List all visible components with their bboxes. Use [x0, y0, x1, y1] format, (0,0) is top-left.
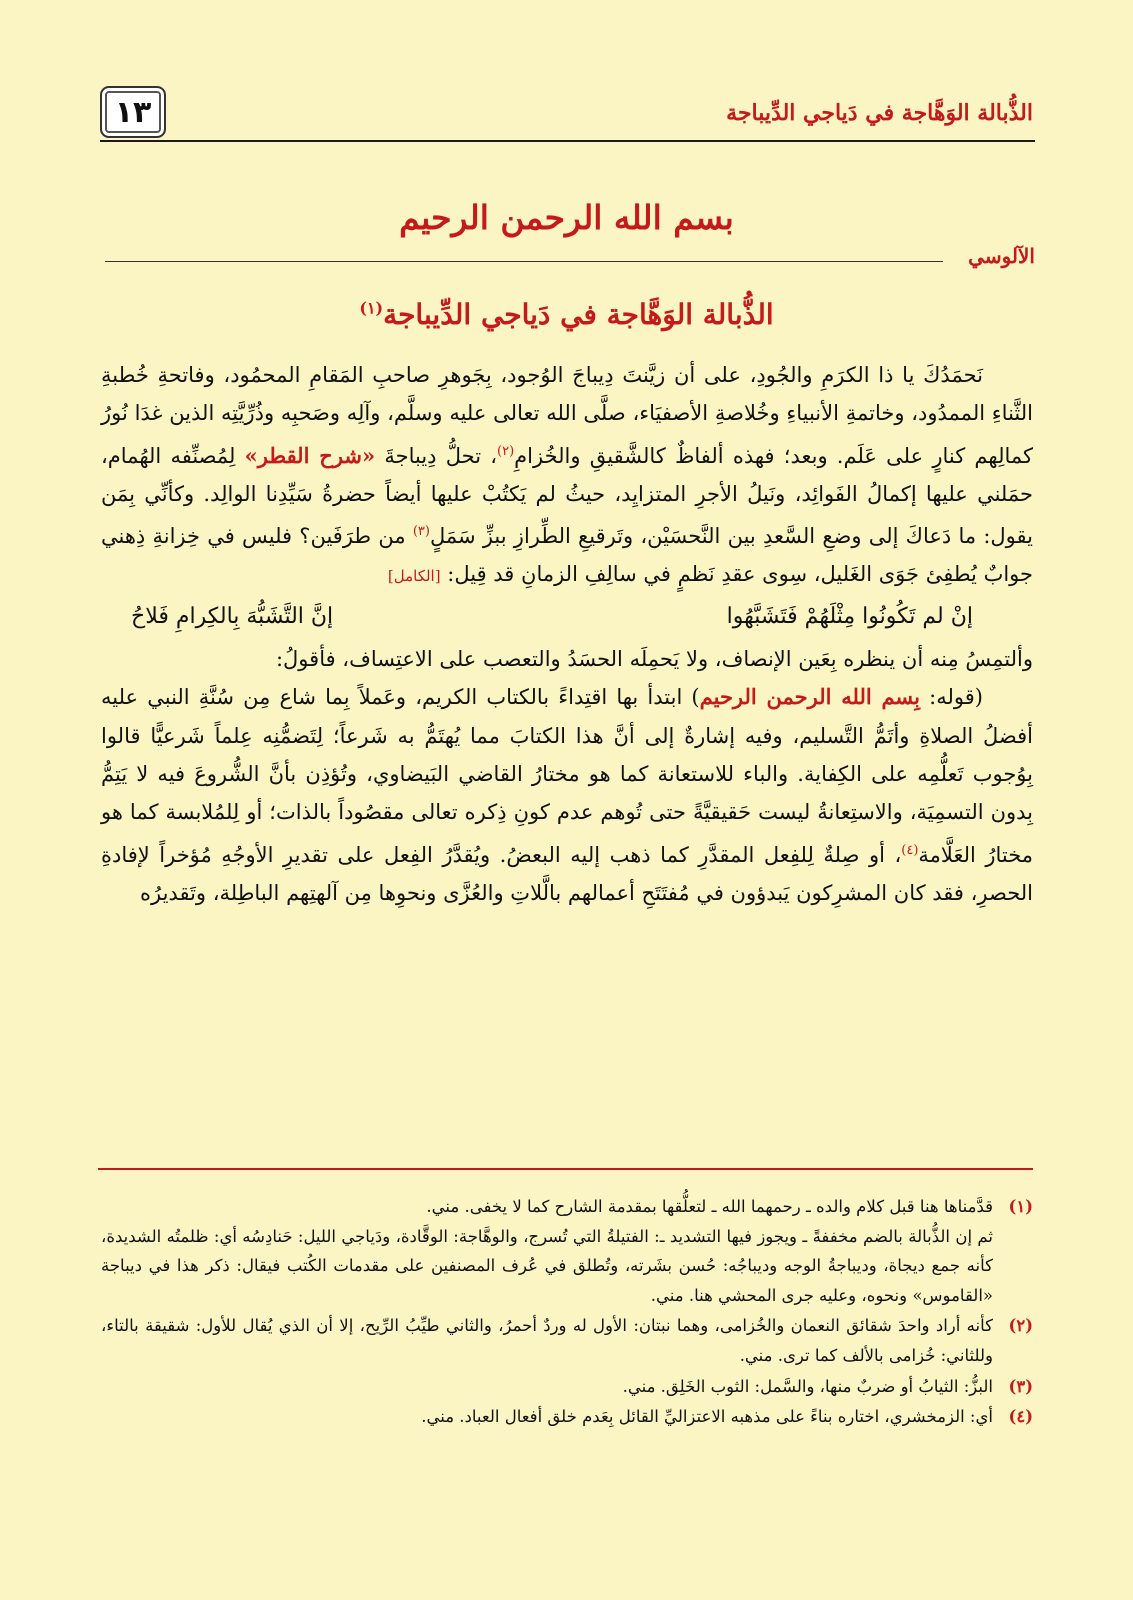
footnote-divider: [98, 1168, 1033, 1170]
footnotes: [101, 1192, 1033, 1433]
book-title-text: الذُّبالة الوَهَّاجة في دَياجي الدِّيباجة: [383, 298, 774, 331]
meter-label: [الكامل]: [387, 567, 441, 586]
verse-first-hemistich: إنْ لم تَكُونُوا مِثْلَهُمْ فَتَشَبَّهُوا: [726, 603, 973, 629]
footnote-ref-3[interactable]: (٣): [412, 524, 430, 540]
footnote-ref-2[interactable]: (٢): [497, 443, 515, 459]
footnote-number: (٢): [1008, 1316, 1033, 1336]
intro-part-a: نَحمَدُكَ يا ذا الكرَمِ والجُودِ، على أن زيَّنتَ دِيباجَ الوُجود، بِجَوهرِ صاحبِ المَقامِ المحمُود، وفاتحةِ خُطبةِ الثَّناءِ الممدُود، وخاتمةِ الأنبياءِ وخُلاصةِ الأصفيَاء، صلَّى الله تعالى عليه وسلَّم، وآلِه وصَحبِه وذُرِّيَّتِه الذين غدَا نُورُ كمالِهم كنارٍ على عَلَم. وبعد؛ فهذه ألفاظٌ كالشَّقيقِ والخُزامِ: [101, 363, 1034, 468]
paragraph-commentary: [101, 678, 1033, 912]
main-text: [101, 356, 1033, 912]
paragraph-request: وألتمِسُ مِنه أن ينظره بِعَين الإنصاف، ولا يَحمِلَه الحسَدُ والتعصب على الاعتِساف، فأقولُ:: [275, 647, 1033, 672]
footnote-number: (٣): [1008, 1376, 1033, 1396]
commentary-quote: بِسم الله الرحمن الرحيم: [699, 684, 921, 710]
intro-part-c: لِمُصنِّفه الهُمام، حمَلني عليها إكمالُ الفَوائِد، ونَيلُ الأجرِ المتزايِد، حيثُ لم يَكتُبْ عليها أيضاً حضرةُ سَيِّدِنا الوالِد. وكأنِّي بِمَن يقول: ما دَعاكَ إلى وضعِ السَّعدِ بين النَّحسَيْن، وتَرقيعِ الطِّرازِ ببزِّ سَمَلٍ: [101, 443, 1033, 549]
footnote-ref-4[interactable]: (٤): [901, 842, 919, 858]
footnote-number: (١): [1008, 1197, 1033, 1216]
poem-verse: [101, 596, 1033, 640]
verse-second-hemistich: إنَّ التَّشَبُّهَ بِالكِرامِ فَلاحُ: [131, 603, 334, 629]
footnote-line: ثم إن الذُّبالة بالضم مخففةً ـ ويجوز فيها التشديد ـ: الفتيلةُ التي تُسرج، والوهَّاجة: الوقَّادة، ودَياجي الليل: حَنادِسُه أي: ظلمتُه الشديدة، كأنه جمع ديجاة، وديباجةُ الوجه وديباجُه: حُسن بشَرته، وتُطلق في عُرف المصنفين على مقدمات الكُتب فيقال: ذكر هذا في ديباجة «القاموس» ونحوه، وعليه جرى المحشي هنا. مني.: [101, 1226, 993, 1305]
commentary-part-b: ) ابتدأ بها اقتِداءً بالكتاب الكريم، وعَملاً بِما شاع مِن سُنَّةِ النبي عليه أفضلُ الصلاةِ وأتَمُّ التَّسليم، وفيه إشارةٌ إلى أنَّ هذا الكتابَ مما يُهتَمُّ به شَرعاً؛ لِتَضمُّنِه عِلماً شَرعيًّا قالوا بِوُجوب تَعلُّمِه على الكِفاية. والباء للاستعانة كما هو مختارُ القاضي البَيضاوي، وتُؤذِن بأنَّ الشُّروعَ فيه لا يَتِمُّ بِدون التسمِيَة، والاستِعانةُ ليست حَقيقيَّةً حتى تُوهم عدم كونِ ذِكره تعالى مقصُوداً بالذات؛ أو لِلمُلابسة كما هو مختارُ العَلَّامة: [101, 685, 1034, 867]
author-divider: [105, 261, 943, 262]
intro-part-d: من طرَفَين؟ فليس في خِزانةِ ذِهني جوابٌ يُطفِئ جَوَى الغَليل، سِوى عقدِ نَظمٍ في سالِفِ الزمانِ قد قِيل:: [101, 524, 1033, 587]
footnote-4: [101, 1402, 1033, 1432]
footnote-line: البزُّ: الثيابُ أو ضربٌ منها، والسَّمل: الثوب الخَلِق. مني.: [622, 1376, 993, 1396]
author-row: [105, 240, 1035, 272]
footnote-1: [101, 1192, 1033, 1310]
commentary-part-c: ، أو صِلةٌ لِلفِعل المقدَّرِ كما ذهب إليه البعضُ. ويُقدَّرُ الفِعل على تقديرِ الأوجُهِ مُؤخراً لإفادةِ الحصرِ، فقد كان المشرِكون يَبدؤون في مُفتَتَحِ أعمالهم بالَّلاتِ والعُزَّى ونحوِها مِن آلهتِهم الباطِلة، وتَقديرُه: [101, 842, 1033, 905]
page-header: [100, 86, 1035, 142]
page-number: ١٣: [100, 86, 166, 138]
footnote-line: أي: الزمخشري، اختاره بناءً على مذهبه الاعتزاليِّ القائل بِعَدم خلق أفعال العباد. مني.: [421, 1407, 993, 1427]
book-title: [0, 298, 1133, 331]
author-name: الآلوسي: [968, 244, 1035, 268]
paragraph-intro: [101, 356, 1033, 596]
footnote-line: كأنه أراد واحدَ شقائق النعمان والخُزامى، وهما نبتان: الأول له وردٌ أحمرُ، والثاني طيِّبُ الرِّيح، إلا أن الذي يُقال للأول: شقيقة بالتاء، وللثاني: خُزامى بالألف كما ترى. مني.: [101, 1316, 993, 1365]
sharh-title: «شرح القطر»: [244, 442, 376, 468]
commentary-open: (قوله:: [920, 685, 983, 710]
intro-part-b: ، تحلُّ دِيباجةَ: [375, 443, 498, 468]
footnote-ref-1[interactable]: (١): [359, 298, 384, 318]
running-title: الذُّبالة الوَهَّاجة في دَياجي الدِّيباجة: [726, 100, 1033, 126]
footnote-3: [101, 1372, 1033, 1402]
footnote-2: [101, 1311, 1033, 1370]
footnote-number: (٤): [1008, 1407, 1033, 1427]
basmala-heading: بسم الله الرحمن الرحيم: [399, 198, 734, 237]
footnote-line: قدَّمناها هنا قبل كلام والده ـ رحمهما الله ـ لتعلُّقها بمقدمة الشارح كما لا يخفى. مني.: [426, 1197, 993, 1216]
